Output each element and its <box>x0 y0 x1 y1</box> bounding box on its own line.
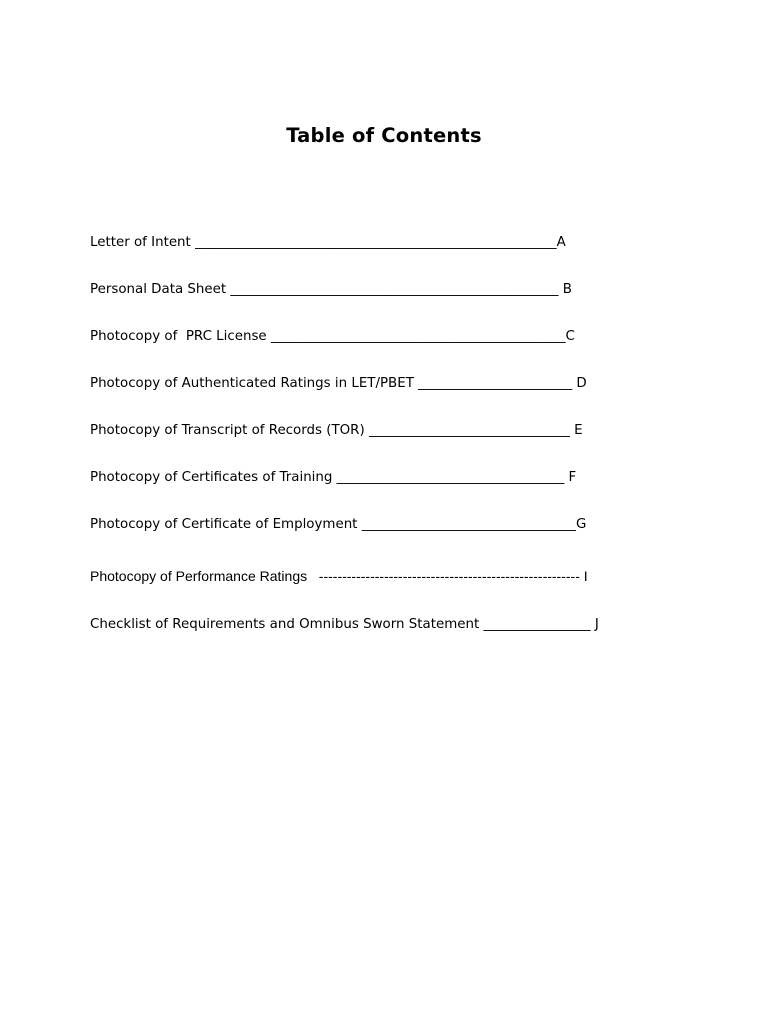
toc-entry-certificates-of-training <box>90 469 576 487</box>
toc-entry-label: Photocopy of Authenticated Ratings in LET/PBET <box>90 376 414 391</box>
toc-entry-letter: G <box>575 517 587 532</box>
toc-entry-letter: A <box>556 235 566 250</box>
toc-entry-leader: _________________________________________________ <box>230 282 559 297</box>
toc-entry-label: Photocopy of PRC License <box>90 329 267 344</box>
toc-entry-performance-ratings <box>90 567 588 585</box>
toc-entry-label: Photocopy of Transcript of Records (TOR) <box>90 423 365 438</box>
toc-entry-checklist-omnibus-statement <box>90 616 599 634</box>
toc-entry-letter-of-intent <box>90 234 566 252</box>
toc-entry-label: Photocopy of Certificate of Employment <box>90 517 358 532</box>
toc-entry-letter: C <box>565 329 575 344</box>
toc-entry-leader: __________________________________ <box>336 470 565 485</box>
toc-entry-label: Personal Data Sheet <box>90 282 227 297</box>
toc-entry-certificate-of-employment <box>90 516 586 534</box>
page-title: Table of Contents <box>286 124 482 147</box>
toc-entry-letter: E <box>569 423 583 438</box>
toc-entry-label: Photocopy of Certificates of Training <box>90 470 333 485</box>
toc-entry-leader: -------------------------------------------------------- <box>307 568 580 584</box>
toc-entry-label: Letter of Intent <box>90 235 191 250</box>
toc-entry-authenticated-ratings <box>90 375 587 393</box>
toc-entry-leader: ________________________________ <box>361 517 576 532</box>
toc-entry-label: Photocopy of Performance Ratings <box>90 568 308 584</box>
toc-entry-letter: B <box>558 282 572 297</box>
toc-entry-leader: ____________________________________________ <box>270 329 566 344</box>
toc-entry-letter: D <box>572 376 587 391</box>
toc-entry-letter: I <box>579 568 588 584</box>
toc-entry-prc-license <box>90 328 575 346</box>
toc-entry-letter: F <box>564 470 577 485</box>
toc-entry-letter: J <box>590 617 599 632</box>
toc-entry-personal-data-sheet <box>90 281 572 299</box>
toc-entry-leader: ________________ <box>483 617 591 632</box>
toc-entry-leader: ______________________________________________________ <box>195 235 557 250</box>
toc-entry-label: Checklist of Requirements and Omnibus Sworn Statement <box>90 617 480 632</box>
toc-entry-leader: ______________________________ <box>368 423 570 438</box>
toc-entry-leader: _______________________ <box>418 376 573 391</box>
toc-entry-transcript-of-records <box>90 422 583 440</box>
